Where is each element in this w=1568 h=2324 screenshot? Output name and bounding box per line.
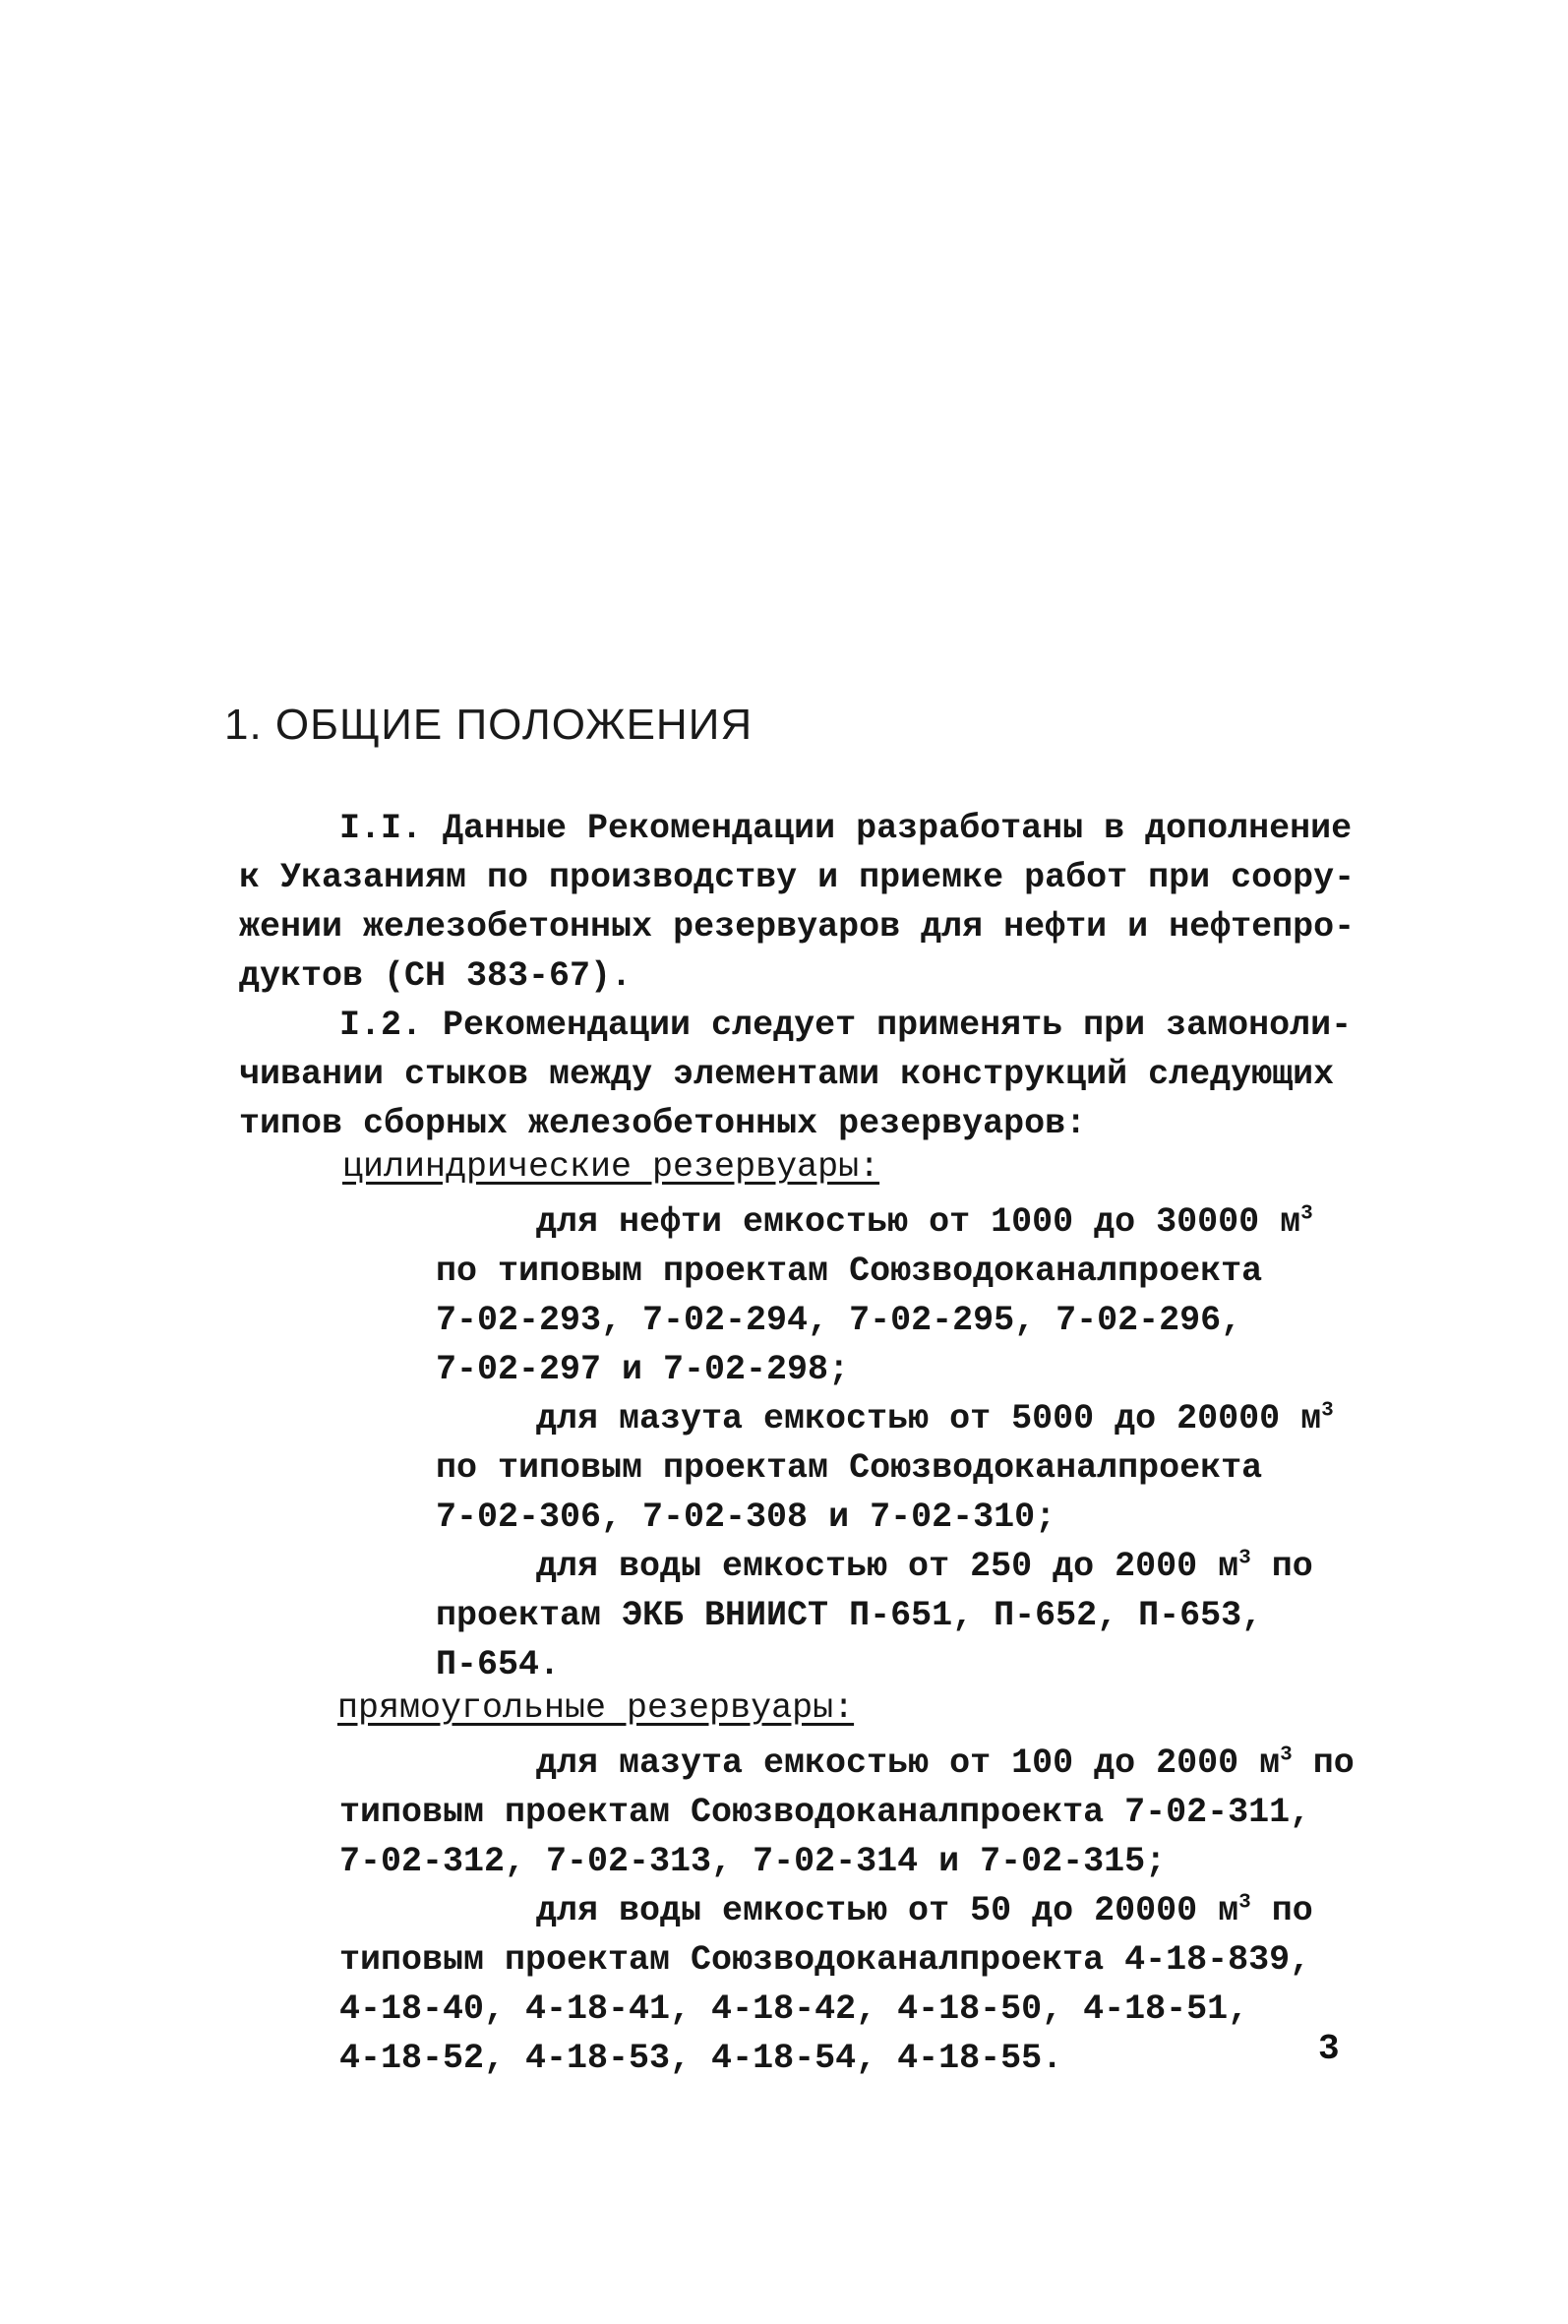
rectangular-fuel-lead: для мазута емкостью от 100 до 2000 $м^3$ по [536,1743,1355,1783]
paragraph-1-1-line: дуктов (СН 383-67). [239,956,633,996]
paragraph-1-2-line: I.2. Рекомендации следует применять при замоноли- [339,1006,1353,1045]
rectangular-fuel-line: 7-02-312, 7-02-313, 7-02-314 и 7-02-315; [339,1842,1167,1881]
cylindrical-water-line: П-654. [436,1645,561,1684]
cylindrical-oil-line: 7-02-293, 7-02-294, 7-02-295, 7-02-296, [436,1301,1242,1340]
rectangular-water-line: 4-18-40, 4-18-41, 4-18-42, 4-18-50, 4-18-51, [339,1989,1249,2029]
paragraph-1-1-line: к Указаниям по производству и приемке работ при соору- [239,858,1356,897]
cylindrical-fuel-lead: для мазута емкостью от 5000 до 20000 $м^3$ [536,1399,1334,1438]
rectangular-water-line: 4-18-52, 4-18-53, 4-18-54, 4-18-55. [339,2039,1063,2078]
cylindrical-oil-line: по типовым проектам Союзводоканалпроекта [436,1252,1263,1291]
rectangular-label: прямоугольные резервуары: [337,1688,855,1728]
paragraph-1-1-line: жении железобетонных резервуаров для нефти и нефтепро- [239,907,1356,947]
rectangular-water-lead: для воды емкостью от 50 до 20000 $м^3$ по [536,1891,1313,1930]
cylindrical-oil-lead: для нефти емкостью от 1000 до 30000 $м^3$ [536,1202,1313,1242]
cylindrical-fuel-line: по типовым проектам Союзводоканалпроекта [436,1448,1263,1488]
paragraph-1-1-line: I.I. Данные Рекомендации разработаны в дополнение [339,809,1353,848]
section-heading: 1. ОБЩИЕ ПОЛОЖЕНИЯ [224,701,754,749]
paragraph-1-2-line: типов сборных железобетонных резервуаров: [239,1104,1087,1143]
cylindrical-fuel-line: 7-02-306, 7-02-308 и 7-02-310; [436,1498,1056,1537]
cylindrical-label: цилиндрические резервуары: [342,1147,880,1187]
cylindrical-water-lead: для воды емкостью от 250 до 2000 $м^3$ по [536,1547,1313,1586]
rectangular-fuel-line: типовым проектам Союзводоканалпроекта 7-02-311, [339,1793,1311,1832]
paragraph-1-2-line: чивании стыков между элементами конструкций следующих [239,1055,1335,1094]
cylindrical-oil-line: 7-02-297 и 7-02-298; [436,1350,850,1389]
page-number: 3 [1318,2029,1340,2069]
cylindrical-water-line: проектам ЭКБ ВНИИСТ П-651, П-652, П-653, [436,1596,1263,1635]
rectangular-water-line: типовым проектам Союзводоканалпроекта 4-18-839, [339,1940,1311,1980]
